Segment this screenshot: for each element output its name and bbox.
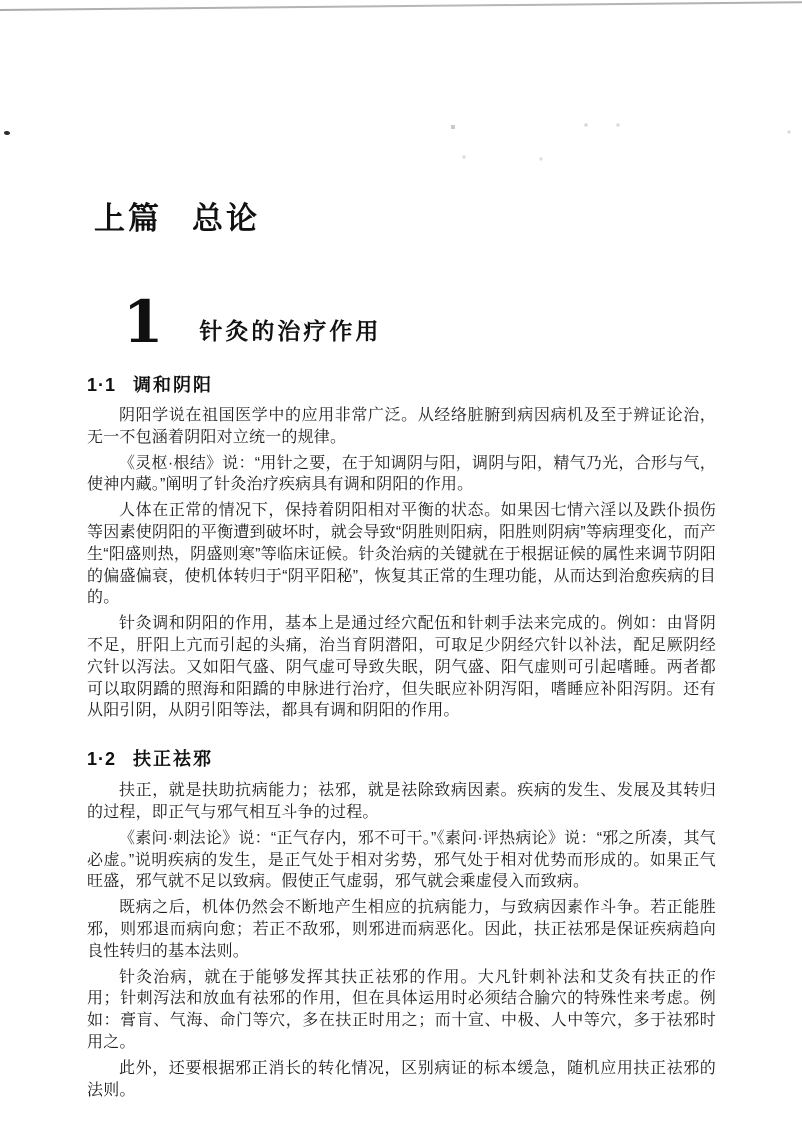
- chapter-heading: [123, 288, 382, 356]
- part-name: 总论: [192, 201, 260, 236]
- section-title: 调和阴阳: [133, 375, 214, 395]
- paragraph: 针灸调和阴阳的作用，基本上是通过经穴配伍和针刺手法来完成的。例如：由肾阴不足，肝阳上亢而引起的头痛，治当育阴潜阳，可取足少阴经穴针以补法，配足厥阴经穴针以泻法。又如阳气盛、阴气虚可导致失眠，阴气盛、阳气虚则可引起嗜睡。两者都可以取阴蹻的照海和阳蹻的申脉进行治疗，但失眠应补阴泻阳，嗜睡应补阳泻阴。还有从阳引阴，从阴引阳等法，都具有调和阴阳的作用。: [87, 615, 716, 720]
- section-title: 扶正祛邪: [133, 749, 214, 770]
- chapter-number: 1: [123, 288, 164, 356]
- chapter-title: 针灸的治疗作用: [199, 318, 382, 344]
- paragraph: 针灸治病，就在于能够发挥其扶正祛邪的作用。大凡针刺补法和艾灸有扶正的作用；针刺泻法和放血有祛邪的作用，但在具体运用时必须结合腧穴的特殊性来考虑。例如：膏肓、气海、命门等穴，多在扶正时用之；而十宣、中极、人中等穴，多于祛邪时用之。: [87, 968, 716, 1051]
- paragraph: 既病之后，机体仍然会不断地产生相应的抗病能力，与致病因素作斗争。若正能胜邪，则邪退而病向愈；若正不敌邪，则邪进而病恶化。因此，扶正祛邪是保证疾病趋向良性转归的基本法则。: [87, 899, 716, 960]
- scan-speck-field: [0, 0, 2, 2]
- section-number: 1·1: [87, 375, 117, 395]
- section-number: 1·2: [87, 749, 117, 770]
- part-title: [94, 193, 260, 238]
- page-content: [87, 374, 716, 1101]
- paragraph: 《灵枢·根结》说：“用针之要，在于知调阴与阳，调阴与阳，精气乃光，合形与气，使神内藏。”阐明了针灸治疗疾病具有调和阴阳的作用。: [87, 454, 716, 494]
- part-label: 上篇: [94, 201, 162, 236]
- paragraph: 人体在正常的情况下，保持着阴阳相对平衡的状态。如果因七情六淫以及跌仆损伤等因素使阴阳的平衡遭到破坏时，就会导致“阴胜则阳病，阳胜则阴病”等病理变化，而产生“阳盛则热，阴盛则寒”等临床证候。针灸治病的关键就在于根据证候的属性来调节阴阳的偏盛偏衰，使机体转归于“阴平阳秘”，恢复其正常的生理功能，从而达到治愈疾病的目的。: [87, 502, 716, 607]
- paragraph: 扶正，就是扶助抗病能力；祛邪，就是祛除致病因素。疾病的发生、发展及其转归的过程，即正气与邪气相互斗争的过程。: [87, 782, 716, 821]
- paragraph: 阴阳学说在祖国医学中的应用非常广泛。从经络脏腑到病因病机及至于辨证论治，无一不包涵着阴阳对立统一的规律。: [87, 407, 716, 446]
- section-heading-1-2: [87, 748, 716, 770]
- section-heading-1-1: [87, 374, 716, 396]
- scan-edge-artifact: [0, 1, 802, 11]
- paragraph: 《素问·刺法论》说：“正气存内，邪不可干。”《素问·评热病论》说：“邪之所凑，其气必虚。”说明疾病的发生，是正气处于相对劣势，邪气处于相对优势而形成的。如果正气旺盛，邪气就不足以致病。假使正气虚弱，邪气就会乘虚侵入而致病。: [87, 829, 716, 891]
- scan-speck: [4, 131, 10, 135]
- paragraph: 此外，还要根据邪正消长的转化情况，区别病证的标本缓急，随机应用扶正祛邪的法则。: [87, 1059, 716, 1099]
